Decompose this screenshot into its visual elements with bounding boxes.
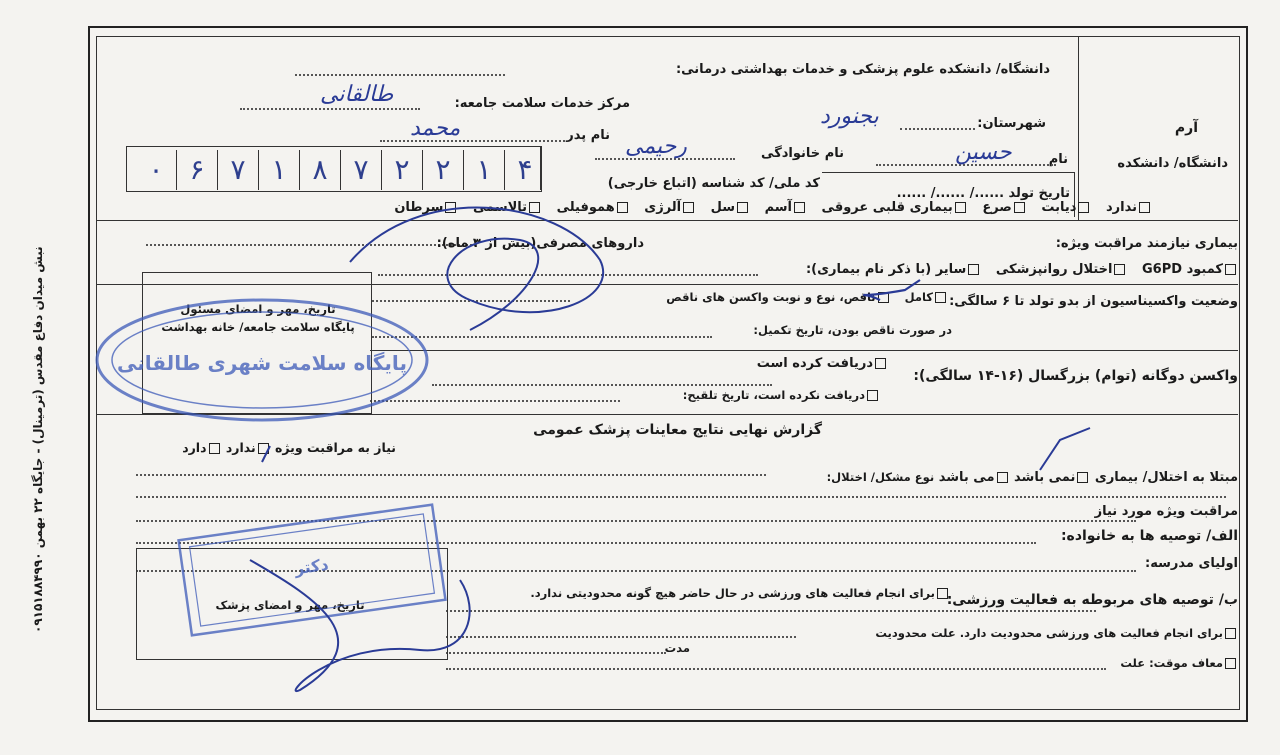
td-received: [757, 356, 888, 371]
disorder-dots: [136, 474, 766, 476]
checkbox[interactable]: [1225, 628, 1236, 639]
checkbox[interactable]: [617, 202, 628, 213]
limit-dots: [446, 636, 796, 638]
sport-opt2-label: برای انجام فعالیت های ورزشی محدودیت دارد.: [959, 626, 1223, 640]
affected-label: مبتلا به اختلال/ بیماری: [1094, 470, 1238, 485]
sport-option-1: [530, 586, 950, 600]
disease-cardio-label: بیماری قلبی عروقی: [821, 200, 953, 215]
checkbox[interactable]: [955, 202, 966, 213]
university-label: دانشگاه/ دانشکده علوم پزشکی و خدمات بهداشتی درمانی:: [675, 62, 1050, 77]
disease-diabetes-label: دیابت: [1041, 200, 1077, 215]
disease-row-1: [384, 200, 1152, 215]
handwritten-family-name: رحیمی: [625, 134, 687, 159]
national-id-digit: ۲: [381, 150, 422, 190]
report-title: گزارش نهایی نتایج معاینات پزشک عمومی: [533, 422, 822, 438]
father-name-dots: [380, 140, 565, 142]
family-reco-dots: [136, 542, 1036, 544]
vaccination-complete-label: کامل: [904, 290, 933, 304]
disease-label: بیماری نیازمند مراقبت ویژه:: [1055, 236, 1238, 251]
city-dots: [900, 128, 975, 130]
checkbox[interactable]: [935, 292, 946, 303]
td-date-dots: [370, 400, 620, 402]
header-bottom-line: [96, 220, 1238, 221]
family-name-label: نام خانوادگی: [761, 146, 844, 161]
td-vaccine-label: واکسن دوگانه (توام) بزرگسال (۱۶-۱۴ سالگی):: [913, 368, 1238, 384]
checkbox[interactable]: [878, 292, 889, 303]
birth-date-label: تاریخ تولد ....../ ....../ ......: [896, 186, 1070, 201]
responsible-stamp-box: [142, 272, 372, 414]
sport-reco-label: ب/ توصیه های مربوطه به فعالیت ورزشی:: [946, 592, 1238, 608]
td-not-received: [683, 388, 880, 402]
national-id-digit: ۷: [340, 150, 381, 190]
checkbox[interactable]: [209, 443, 220, 454]
not-affected-label: نمی باشد: [1014, 470, 1076, 485]
checkbox[interactable]: [1114, 264, 1125, 275]
first-name-label: نام: [1048, 152, 1068, 167]
limit-reason-label: علت محدودیت: [875, 626, 956, 640]
checkbox[interactable]: [737, 202, 748, 213]
section-line: [96, 414, 1238, 415]
section-line: [370, 350, 1238, 351]
handwritten-father-name: محمد: [410, 116, 461, 141]
temp-exempt-row: [1120, 656, 1238, 670]
disease-g6pd-label: کمبود G6PD: [1142, 262, 1223, 277]
disease-none-label: ندارد: [1105, 200, 1137, 215]
national-id-digit: ۱: [258, 150, 299, 190]
doctor-stamp-text: دکتر: [293, 554, 330, 579]
sport-dots: [446, 610, 1096, 612]
national-id-digit: ۸: [299, 150, 340, 190]
health-base-stamp-text: پایگاه سلامت شهری طالقانی: [117, 351, 407, 375]
duration-label: مدت: [664, 641, 690, 655]
national-id-digit: ۱: [463, 150, 504, 190]
school-officials-label: اولیای مدرسه:: [1145, 556, 1238, 571]
vaccination-options: [656, 290, 948, 304]
disorder-type-label: نوع مشکل/ اختلال:: [826, 470, 935, 484]
special-care-row: [182, 440, 396, 455]
affected-option-label: می باشد: [938, 470, 995, 485]
special-care-required: مراقبت ویژه مورد نیاز: [1094, 504, 1238, 519]
disease-allergy-label: آلرژی: [644, 200, 682, 215]
disease-hemophilia-label: هموفیلی: [556, 200, 615, 215]
duration-dots: [446, 652, 666, 654]
checkbox[interactable]: [997, 472, 1008, 483]
other-disease-dots: [378, 274, 758, 276]
checkbox[interactable]: [529, 202, 540, 213]
temp-exempt-label: معاف موقت: علت: [1120, 656, 1223, 670]
checkbox[interactable]: [937, 588, 948, 599]
national-id-digit: ۰: [148, 153, 164, 186]
disease-epilepsy-label: صرع: [982, 200, 1012, 215]
stamp-box-line1: تاریخ، مهر و امضای مسئول: [180, 302, 336, 316]
checkbox[interactable]: [258, 443, 269, 454]
checkbox[interactable]: [1014, 202, 1025, 213]
university-dots: [295, 74, 505, 76]
checkbox[interactable]: [683, 202, 694, 213]
special-care-label: نیاز به مراقبت ویژه: [275, 440, 396, 455]
td-not-received-label: دریافت نکرده است، تاریخ تلقیح:: [682, 388, 865, 402]
doctor-stamp-caption: تاریخ، مهر و امضای پزشک: [215, 598, 365, 612]
side-note: نبش میدان دفاع مقدس (ترمینال) - جایگاه ۲۲ بهمن ۰۹۱۵۱۸۸۴۹۹۰: [31, 246, 45, 634]
checkbox[interactable]: [1139, 202, 1150, 213]
handwritten-center-name: طالقانی: [320, 82, 394, 107]
national-id-label: کد ملی/ کد شناسه (اتباع خارجی): [607, 176, 820, 191]
vaccine-dots: [372, 300, 570, 302]
checkbox[interactable]: [968, 264, 979, 275]
disease-psych-label: اختلال روانپزشکی: [995, 262, 1113, 277]
sport-option-2: [875, 626, 1238, 640]
drugs-dots: [146, 244, 476, 246]
disease-tb-label: سل: [710, 200, 736, 215]
id-box-divider: [540, 146, 541, 190]
city-label: شهرستان:: [977, 116, 1046, 131]
checkbox[interactable]: [445, 202, 456, 213]
national-id-digit: ۷: [217, 150, 258, 190]
checkbox[interactable]: [875, 358, 886, 369]
disease-thalassemia-label: تالاسمی: [472, 200, 528, 215]
checkbox[interactable]: [867, 390, 878, 401]
special-care-yes: دارد: [182, 440, 207, 455]
special-care-no: ندارد: [225, 440, 256, 455]
disorder-dots-2: [136, 496, 1226, 498]
sport-opt1-label: برای انجام فعالیت های ورزشی در حال حاضر هیچ گونه محدودیتی ندارد.: [530, 586, 935, 600]
national-id-digits: [136, 150, 545, 190]
vaccination-incomplete-label: ناقص، نوع و نوبت واکسن های ناقص: [666, 290, 876, 304]
checkbox[interactable]: [794, 202, 805, 213]
national-id-digit: ۲: [422, 150, 463, 190]
disease-row-2: [796, 262, 1238, 277]
special-care-dots: [136, 520, 1136, 522]
vaccination-incomplete-date: در صورت ناقص بودن، تاریخ تکمیل:: [753, 323, 952, 337]
vaccination-label: وضعیت واکسیناسیون از بدو تولد تا ۶ سالگی:: [949, 294, 1238, 309]
logo-subcaption: دانشگاه/ دانشکده: [1117, 156, 1228, 171]
logo-caption: آرم: [1174, 120, 1198, 136]
logo-divider: [1078, 36, 1079, 220]
health-center-label: مرکز خدمات سلامت جامعه:: [454, 96, 630, 111]
checkbox[interactable]: [1225, 264, 1236, 275]
disease-other-label: سایر (با ذکر نام بیماری):: [805, 262, 967, 277]
checkbox[interactable]: [1077, 472, 1088, 483]
checkbox[interactable]: [1225, 658, 1236, 669]
drugs-label: داروهای مصرفی(بیش از ۳ ماه):: [436, 236, 644, 251]
exempt-dots: [446, 668, 1106, 670]
national-id-digit: ۶: [176, 150, 217, 190]
disease-cancer-label: سرطان: [394, 200, 444, 215]
td-received-label: دریافت کرده است: [756, 356, 873, 371]
father-name-label: نام پدر: [566, 128, 610, 143]
handwritten-first-name: حسین: [955, 140, 1012, 165]
checkbox[interactable]: [1078, 202, 1089, 213]
family-reco-label: الف/ توصیه ها به خانواده:: [1060, 528, 1238, 544]
responsible-stamp-caption: [156, 300, 360, 336]
td-dots: [432, 384, 772, 386]
health-center-dots: [240, 108, 420, 110]
national-id-digit: ۴: [504, 150, 545, 190]
affected-row: [827, 470, 1238, 485]
stamp-box-line2: پایگاه سلامت جامعه/ خانه بهداشت: [161, 320, 355, 334]
disease-asthma-label: آسم: [764, 200, 793, 215]
complete-date-dots: [372, 336, 712, 338]
handwritten-city: بجنورد: [820, 104, 879, 129]
